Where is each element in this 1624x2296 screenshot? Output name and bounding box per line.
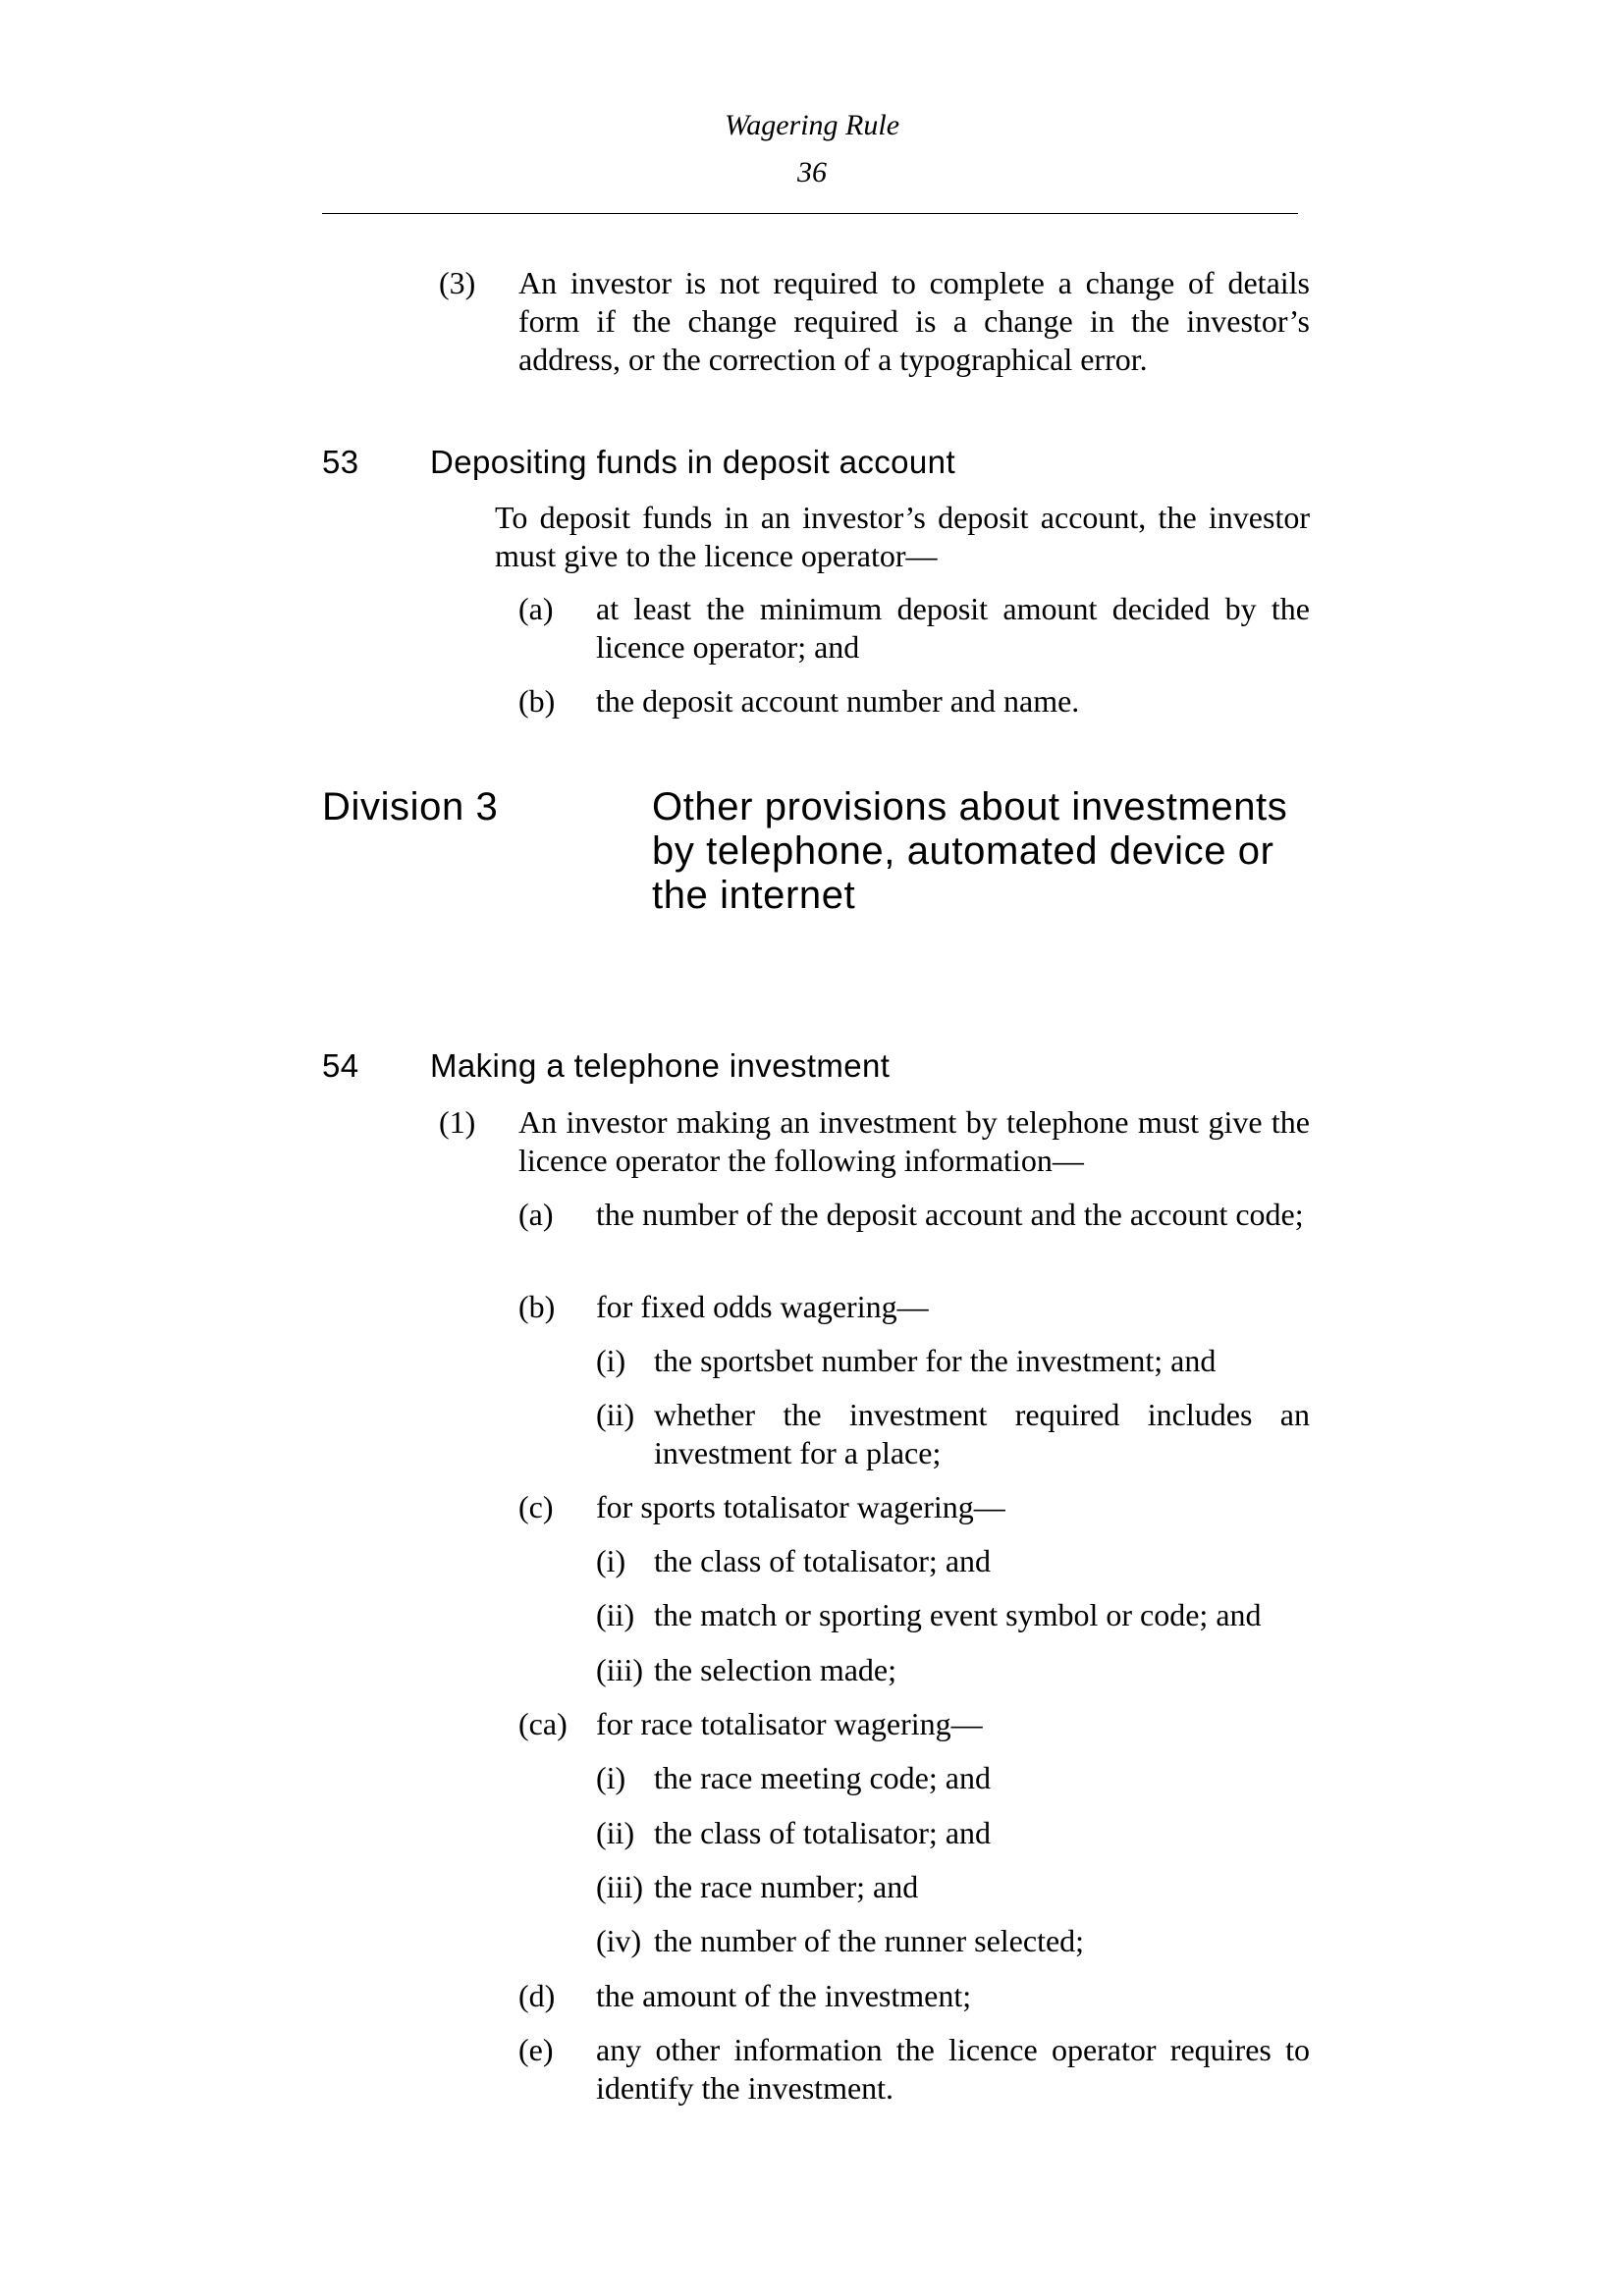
paragraph-number: (b) [518,683,556,719]
subparagraph-number: (iv) [596,1923,642,1958]
subparagraph-text: the class of totalisator; and [654,1543,992,1578]
paragraph-text: any other information the licence operator requires to identify the investment. [596,2032,1310,2106]
header-rule [322,213,1298,214]
paragraph-number: (d) [518,1978,556,2013]
paragraph-number: (a) [518,591,554,626]
subsection-number: (1) [439,1104,476,1140]
subparagraph-text: the match or sporting event symbol or code; and [654,1597,1262,1632]
paragraph-text: for fixed odds wagering— [596,1289,929,1324]
subparagraph-number: (i) [596,1343,626,1378]
paragraph-text: for sports totalisator wagering— [596,1489,1005,1524]
section-number: 53 [322,444,359,480]
subparagraph-text: the number of the runner selected; [654,1923,1085,1958]
paragraph-number: (ca) [518,1706,568,1741]
paragraph-text: at least the minimum deposit amount decided by the licence operator; and [596,591,1310,665]
paragraph-text: for race totalisator wagering— [596,1706,983,1741]
subparagraph-text: the race number; and [654,1869,919,1904]
subparagraph-number: (ii) [596,1597,635,1632]
subsection-text: An investor making an investment by telephone must give the licence operator the following information— [518,1104,1310,1178]
section-heading: Depositing funds in deposit account [430,444,956,480]
paragraph-text: the deposit account number and name. [596,683,1080,719]
subsection-number: (3) [439,265,476,300]
subparagraph-text: whether the investment required includes an investment for a place; [654,1397,1310,1470]
subparagraph-number: (i) [596,1543,626,1578]
section-intro: To deposit funds in an investor’s deposit account, the investor must give to the licence operator— [495,500,1310,573]
subparagraph-text: the class of totalisator; and [654,1815,992,1850]
subparagraph-text: the sportsbet number for the investment; and [654,1343,1217,1378]
paragraph-number: (c) [518,1489,554,1524]
section-number: 54 [322,1047,359,1084]
paragraph-number: (e) [518,2032,554,2067]
division-title: Other provisions about investments by telephone, automated device or the internet [652,785,1288,917]
subparagraph-text: the selection made; [654,1652,897,1687]
section-heading: Making a telephone investment [430,1047,891,1084]
subparagraph-number: (iii) [596,1869,643,1904]
paragraph-text: the number of the deposit account and the account code; [596,1197,1304,1232]
paragraph-text: the amount of the investment; [596,1978,972,2013]
paragraph-number: (b) [518,1289,556,1324]
subparagraph-number: (i) [596,1760,626,1795]
subsection-text: An investor is not required to complete a change of details form if the change required is a change in the investor’s address, or the correction of a typographical error. [518,265,1310,377]
subparagraph-number: (ii) [596,1815,635,1850]
subparagraph-text: the race meeting code; and [654,1760,991,1795]
running-header-title: Wagering Rule [724,109,900,141]
page-number: 36 [797,156,827,188]
paragraph-number: (a) [518,1197,554,1232]
division-label: Division 3 [322,785,499,828]
subparagraph-number: (iii) [596,1652,643,1687]
subparagraph-number: (ii) [596,1397,635,1432]
